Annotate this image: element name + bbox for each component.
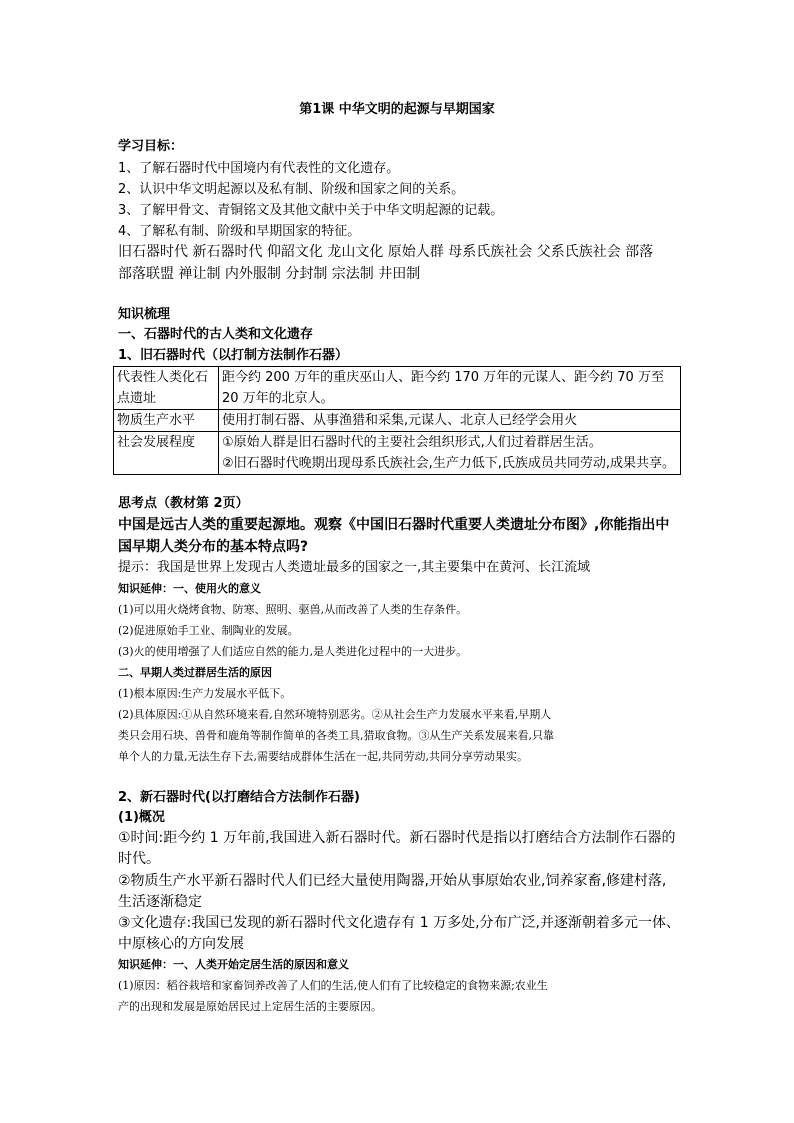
table-cell-head: 物质生产水平 [114,410,219,432]
keywords-line-2: 部落联盟 禅让制 内外服制 分封制 宗法制 井田制 [118,266,421,282]
neolithic-para-1-line-2: 时代。 [118,851,160,867]
page-title: 第1课 中华文明的起源与早期国家 [299,102,495,117]
extension-item-1: (1)可以用火烧烤食物、防寒、照明、驱兽,从而改善了人类的生存条件。 [118,603,468,616]
goal-item-3: 3、了解甲骨文、青铜铭文及其他文献中关于中华文明起源的记载。 [118,203,504,218]
paleolithic-table [113,366,681,475]
overview-heading: (1)概况 [118,810,165,825]
subsection-heading-1: 1、旧石器时代（以打制方法制作石器） [118,348,349,363]
think-question-2: 国早期人类分布的基本特点吗? [118,539,309,555]
think-hint: 提示：我国是世界上发现古人类遗址最多的国家之一,其主要集中在黄河、长江流域 [118,560,591,575]
goal-item-2: 2、认识中华文明起源以及私有制、阶级和国家之间的关系。 [118,182,465,197]
neolithic-para-1-line-1: ①时间:距今约 1 万年前,我国进入新石器时代。新石器时代是指以打磨结合方法制作石器的 [118,830,676,846]
table-cell-head: 代表性人类化石点遗址 [114,367,219,410]
table-row [114,367,681,410]
table-cell-head: 社会发展程度 [114,432,219,475]
neolithic-para-3-line-2: 中原核心的方向发展 [118,936,244,952]
extension-reason-1: (1)根本原因:生产力发展水平低下。 [118,687,292,700]
goal-item-4: 4、了解私有制、阶级和早期国家的特征。 [118,224,361,239]
section-heading-1: 一、石器时代的古人类和文化遗存 [118,327,314,342]
extension-heading-3: 知识延伸：一、人类开始定居生活的原因和意义 [118,958,349,971]
extension-item-2: (2)促进原始手工业、制陶业的发展。 [118,624,299,637]
goals-heading: 学习目标： [118,139,184,154]
extension-reason-2-line-3: 单个人的力量,无法生存下去,需要结成群体生活在一起,共同劳动,共同分享劳动果实。 [118,750,528,763]
keywords-line-1: 旧石器时代 新石器时代 仰韶文化 龙山文化 原始人群 母系氏族社会 父系氏族社会 部落 [118,244,654,260]
neolithic-para-3-line-1: ③文化遗存:我国已发现的新石器时代文化遗存有 1 万多处,分布广泛,并逐渐朝着多元一体、 [118,915,680,931]
extension-heading-2: 二、早期人类过群居生活的原因 [118,666,272,679]
neolithic-para-2-line-2: 生活逐渐稳定 [118,894,202,910]
goal-item-1: 1、了解石器时代中国境内有代表性的文化遗存。 [118,161,400,176]
table-cell-line: ①原始人群是旧石器时代的主要社会组织形式,人们过着群居生活。 [222,435,602,450]
knowledge-heading: 知识梳理 [118,307,171,322]
table-row [114,432,681,475]
extension-reason-2-line-2: 类只会用石块、兽骨和鹿角等制作简单的各类工具,猎取食物。③从生产关系发展来看,只靠 [118,729,554,742]
think-heading: 思考点（教材第 2页） [118,496,249,511]
table-cell-line: ②旧石器时代晚期出现母系氏族社会,生产力低下,氏族成员共同劳动,成果共享。 [222,456,676,471]
extension-reason-2-line-1: (2)具体原因:①从自然环境来看,自然环境特别恶劣。②从社会生产力发展水平来看,早期人 [118,708,552,721]
table-cell-body [219,432,681,475]
table-cell-body: 使用打制石器、从事渔猎和采集,元谋人、北京人已经学会用火 [219,410,681,432]
extension-reason-line-1: (1)原因：稻谷栽培和家畜饲养改善了人们的生活,使人们有了比较稳定的食物来源;农业生 [118,979,548,992]
extension-heading-1: 知识延伸：一、使用火的意义 [118,582,261,595]
extension-reason-line-2: 产的出现和发展是原始居民过上定居生活的主要原因。 [118,1000,382,1013]
subsection-heading-2: 2、新石器时代(以打磨结合方法制作石器) [118,790,360,805]
table-row [114,410,681,432]
table-cell-body: 距今约 200 万年的重庆巫山人、距今约 170 万年的元谋人、距今约 70 万至 20 万年的北京人。 [219,367,681,410]
think-question-1: 中国是远古人类的重要起源地。观察《中国旧石器时代重要人类遗址分布图》,你能指出中 [118,517,670,533]
neolithic-para-2-line-1: ②物质生产水平新石器时代人们已经大量使用陶器,开始从事原始农业,饲养家畜,修建村落, [118,873,667,889]
extension-item-3: (3)火的使用增强了人们适应自然的能力,是人类进化过程中的一大进步。 [118,645,468,658]
